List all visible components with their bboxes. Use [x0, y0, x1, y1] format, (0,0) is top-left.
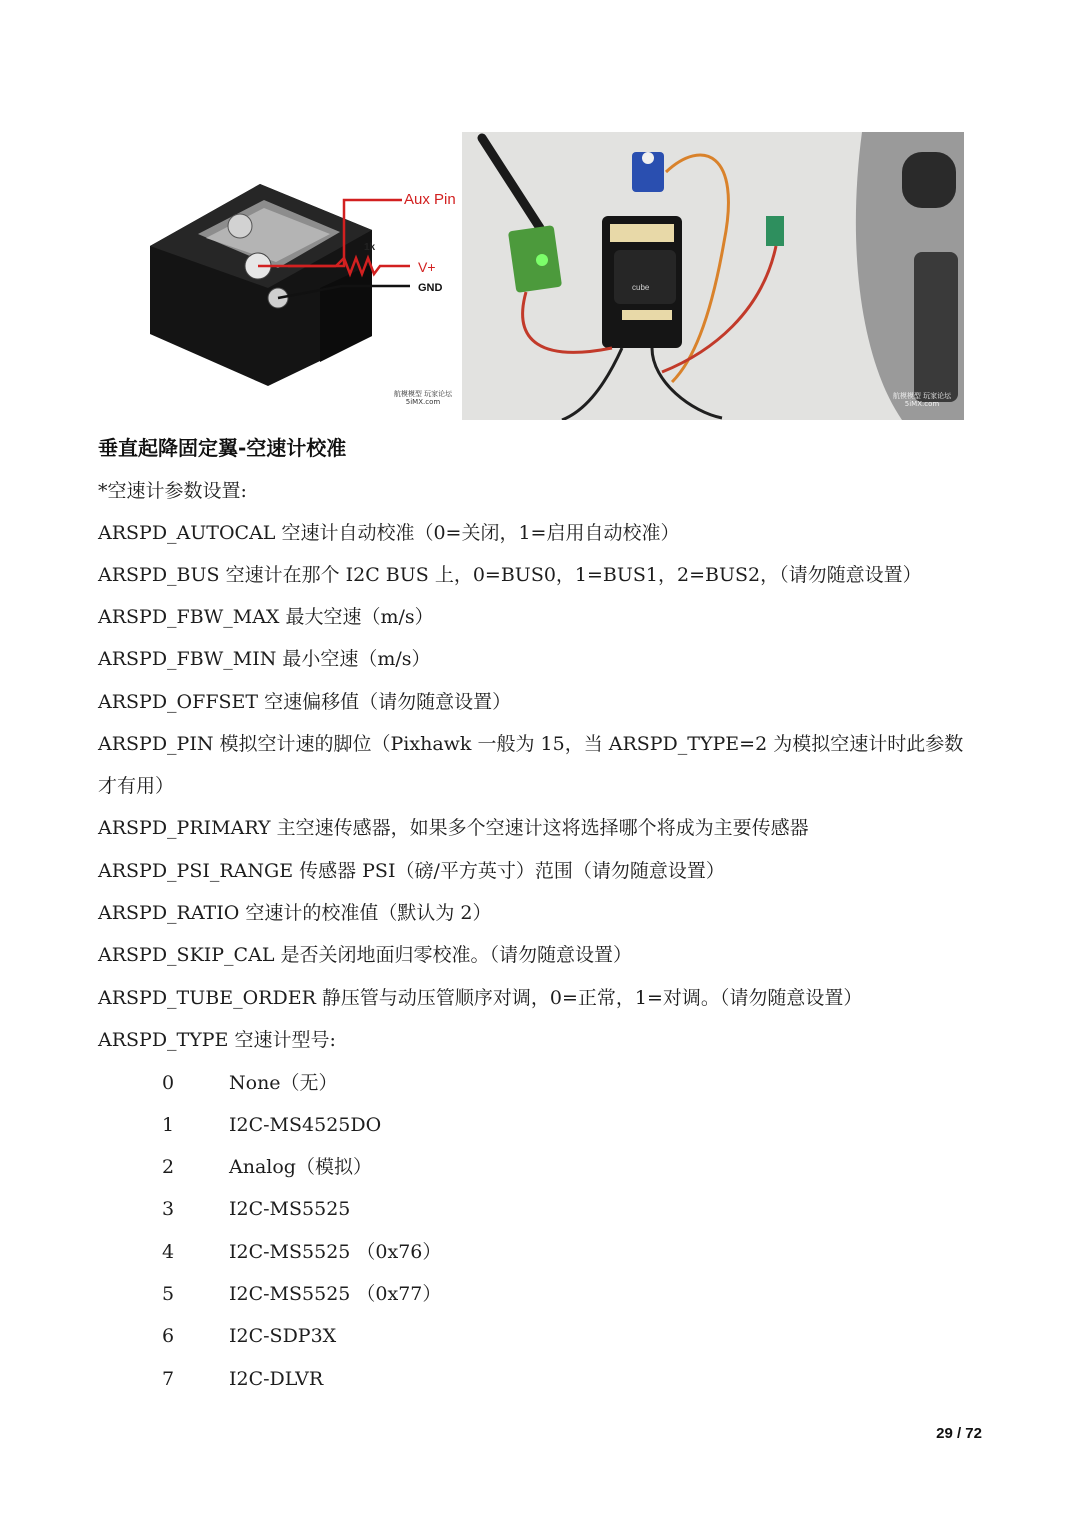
type-name: I2C-MS5525 [229, 1198, 351, 1220]
connector-wiring-drawing [140, 138, 458, 408]
watermark-photo [882, 392, 962, 408]
cube-module [614, 250, 676, 304]
watermark-line2: 5iMX.com [405, 398, 441, 406]
type-name: Analog（模拟） [229, 1156, 372, 1178]
servo-horn-icon [642, 152, 654, 164]
gnd-label: GND [418, 282, 443, 294]
param-line-primary: ARSPD_PRIMARY 主空速传感器，如果多个空速计这将选择哪个将成为主要传感器 [98, 817, 809, 839]
resistor-label: 1k [364, 242, 376, 253]
vplus-label: V+ [418, 259, 436, 275]
param-line-fbw-min: ARSPD_FBW_MIN 最小空速（m/s） [98, 648, 431, 670]
type-name: I2C-MS5525 （0x76） [229, 1241, 442, 1263]
section-heading: 垂直起降固定翼-空速计校准 [98, 436, 347, 460]
param-line-pin: ARSPD_PIN 模拟空计速的脚位（Pixhawk 一般为 15，当 ARSPD_TYPE=2 为模拟空速计时此参数 [98, 733, 964, 755]
page-number: 29 / 72 [936, 1425, 982, 1442]
type-name: I2C-MS5525 （0x77） [229, 1283, 442, 1305]
cube-label: cube [632, 283, 650, 292]
param-line-type: ARSPD_TYPE 空速计型号: [98, 1029, 336, 1051]
transmitter-gimbal [902, 152, 956, 208]
param-line-offset: ARSPD_OFFSET 空速偏移值（请勿随意设置） [98, 691, 512, 713]
hardware-setup-photo [462, 132, 964, 420]
watermark-photo-line2: 5iMX.com [904, 400, 940, 408]
watermark [388, 390, 458, 406]
connector-header [610, 224, 674, 242]
screw-hole [228, 214, 252, 238]
type-name: I2C-SDP3X [229, 1325, 337, 1347]
type-code: 2 [162, 1156, 175, 1178]
param-line-ratio: ARSPD_RATIO 空速计的校准值（默认为 2） [98, 902, 492, 924]
type-code: 3 [162, 1198, 175, 1220]
aux-pin-label: Aux Pin [404, 191, 456, 208]
type-code: 4 [162, 1241, 175, 1263]
airspeed-sensor-board [766, 216, 784, 246]
type-code: 7 [162, 1368, 175, 1390]
watermark-photo-line1: 航模模型 玩家论坛 [892, 392, 952, 400]
param-line-bus: ARSPD_BUS 空速计在那个 I2C BUS 上，0=BUS0，1=BUS1，2=BUS2，（请勿随意设置） [98, 564, 922, 586]
type-code: 5 [162, 1283, 175, 1305]
param-line-fbw-max: ARSPD_FBW_MAX 最大空速（m/s） [98, 606, 434, 628]
type-code: 0 [162, 1072, 175, 1094]
type-code: 1 [162, 1114, 175, 1136]
connector-wiring-figure [140, 138, 458, 408]
param-line-psi-range: ARSPD_PSI_RANGE 传感器 PSI（磅/平方英寸）范围（请勿随意设置） [98, 860, 725, 882]
params-intro: *空速计参数设置: [98, 480, 247, 502]
transmitter-grip [914, 252, 958, 402]
param-line-tube-order: ARSPD_TUBE_ORDER 静压管与动压管顺序对调，0=正常，1=对调。（请勿随意设置） [98, 987, 863, 1009]
type-name: None（无） [229, 1072, 338, 1094]
param-line-autocal: ARSPD_AUTOCAL 空速计自动校准（0=关闭，1=启用自动校准） [98, 522, 680, 544]
telemetry-module [508, 225, 562, 293]
type-code: 6 [162, 1325, 175, 1347]
status-led-icon [536, 254, 548, 266]
watermark-line1: 航模模型 玩家论坛 [393, 390, 453, 398]
type-name: I2C-MS4525DO [229, 1114, 382, 1136]
connector-header-lower [622, 310, 672, 320]
param-line-pin-cont: 才有用） [98, 775, 175, 797]
type-name: I2C-DLVR [229, 1368, 324, 1390]
hardware-setup-drawing [462, 132, 964, 420]
param-line-skip-cal: ARSPD_SKIP_CAL 是否关闭地面归零校准。（请勿随意设置） [98, 944, 632, 966]
